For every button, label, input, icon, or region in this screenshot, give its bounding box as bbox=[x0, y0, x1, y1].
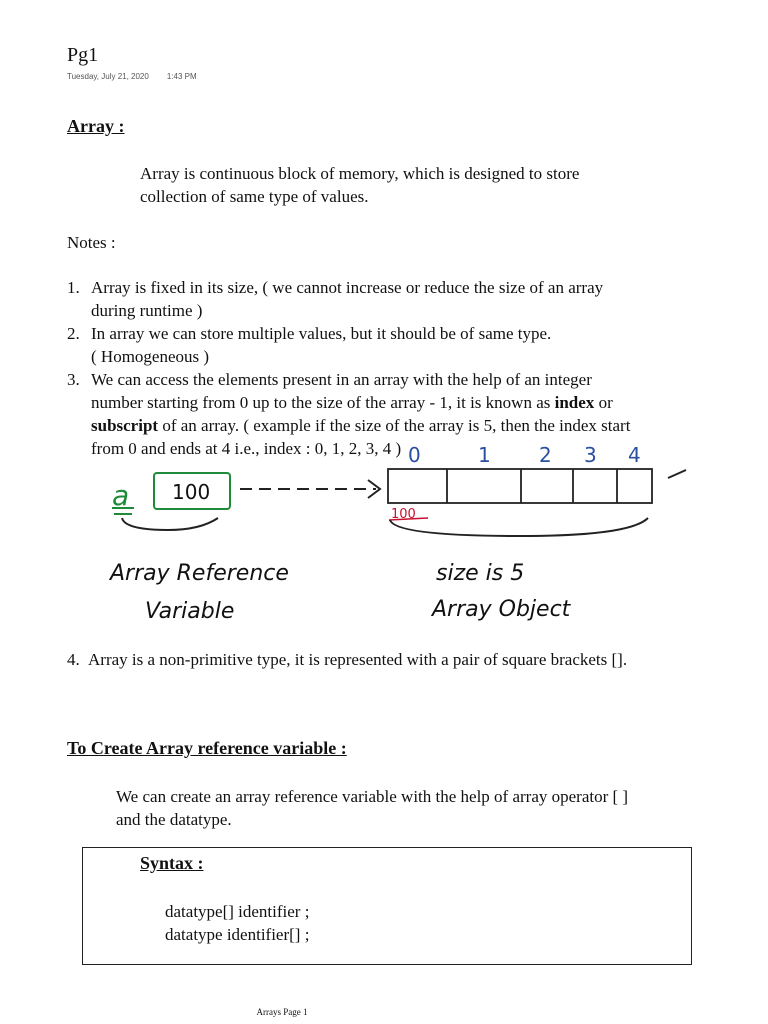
note-text bbox=[91, 391, 737, 414]
syntax-line: datatype[] identifier ; bbox=[165, 902, 310, 921]
array-address: 100 bbox=[391, 507, 416, 522]
array-index: 1 bbox=[478, 443, 491, 467]
array-diagram bbox=[0, 440, 768, 640]
create-text-line: and the datatype. bbox=[116, 810, 232, 829]
create-text-line: We can create an array reference variable with the help of array operator [ ] bbox=[116, 787, 629, 806]
array-index: 4 bbox=[628, 443, 641, 467]
syntax-title: Syntax : bbox=[140, 853, 204, 873]
ref-brace bbox=[122, 518, 218, 530]
page-title: Pg1 bbox=[67, 44, 99, 66]
definition-line: collection of same type of values. bbox=[140, 187, 369, 206]
create-text bbox=[116, 785, 628, 831]
note-number: 2. bbox=[67, 324, 80, 343]
note-item bbox=[67, 322, 737, 368]
note-text bbox=[91, 414, 737, 437]
array-heading: Array : bbox=[67, 116, 125, 136]
note-text-segment: number starting from 0 up to the size of the array - 1, it is known as bbox=[91, 393, 555, 412]
note-text: In array we can store multiple values, but it should be of same type. bbox=[91, 324, 552, 343]
syntax-box bbox=[82, 847, 692, 965]
note-text: ( Homogeneous ) bbox=[91, 347, 210, 366]
ref-value: 100 bbox=[172, 480, 211, 504]
page-footer: Arrays Page 1 bbox=[256, 1007, 308, 1017]
note-text-segment: or bbox=[594, 393, 613, 412]
note-number: 1. bbox=[67, 278, 80, 297]
array-definition bbox=[140, 162, 579, 208]
note-text: We can access the elements present in an array with the help of an integer bbox=[91, 370, 592, 389]
note-text: Array is a non-primitive type, it is represented with a pair of square brackets []. bbox=[88, 650, 628, 669]
notes-list bbox=[67, 276, 737, 460]
notes-label: Notes : bbox=[67, 233, 116, 252]
array-index: 2 bbox=[539, 443, 552, 467]
array-cell-dividers bbox=[447, 469, 617, 503]
array-index: 3 bbox=[584, 443, 597, 467]
note-number: 3. bbox=[67, 370, 80, 389]
ref-label-line2: Variable bbox=[145, 599, 235, 624]
ref-label-line1: Array Reference bbox=[110, 561, 289, 586]
tick-mark bbox=[668, 470, 686, 478]
page-timestamp bbox=[67, 72, 197, 81]
note-text: from 0 and ends at 4 i.e., index : 0, 1, 2, 3, 4 ) bbox=[91, 439, 402, 458]
page-date: Tuesday, July 21, 2020 bbox=[67, 72, 149, 81]
obj-label-line2: Array Object bbox=[432, 597, 571, 622]
array-index: 0 bbox=[408, 443, 421, 467]
object-brace bbox=[390, 518, 648, 536]
note-item bbox=[67, 276, 737, 322]
note-item bbox=[67, 648, 747, 671]
note-text: during runtime ) bbox=[91, 301, 203, 320]
subscript-term: subscript bbox=[91, 416, 159, 435]
ref-variable-name: a bbox=[112, 479, 130, 512]
page-time: 1:43 PM bbox=[166, 72, 197, 81]
array-object-box bbox=[388, 469, 652, 503]
note-text: Array is fixed in its size, ( we cannot increase or reduce the size of an array bbox=[91, 278, 604, 297]
obj-label-line1: size is 5 bbox=[436, 561, 525, 586]
syntax-line: datatype identifier[] ; bbox=[165, 925, 310, 944]
definition-line: Array is continuous block of memory, which is designed to store bbox=[140, 164, 580, 183]
note-number: 4. bbox=[67, 650, 80, 669]
note-text-segment: of an array. ( example if the size of the array is 5, then the index start bbox=[158, 416, 631, 435]
create-heading: To Create Array reference variable : bbox=[67, 738, 347, 758]
index-term: index bbox=[554, 393, 595, 412]
